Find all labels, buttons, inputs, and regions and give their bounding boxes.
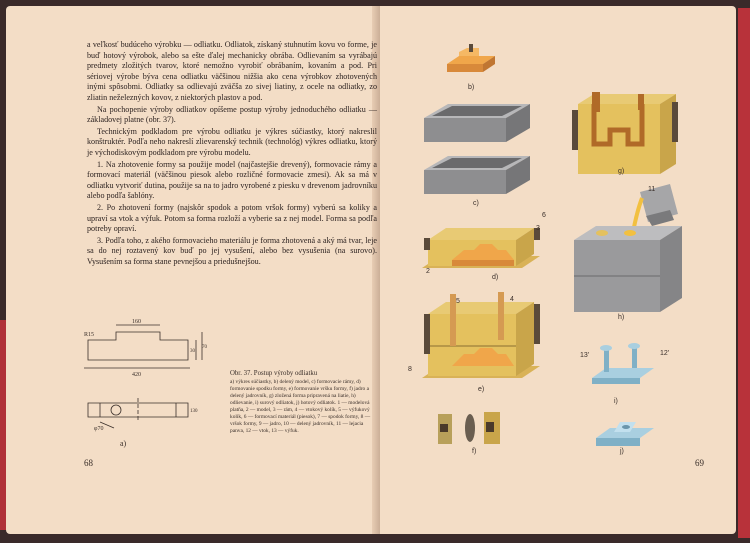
dim-label: 30	[190, 349, 195, 354]
label-h: h)	[618, 314, 625, 321]
label-n12: 12'	[660, 350, 670, 357]
label-n4: 4	[510, 296, 514, 303]
page-number-right: 69	[695, 458, 704, 468]
top-mold-illustration	[418, 290, 544, 390]
paragraph: 2. Po zhotovení formy (najskôr spodok a potom vršok formy) vyberú sa koliky a upraví sa vtok a výfuk. Potom sa forma rozloží a vyberie sa z nej model. Forma sa podľa potreby opraví.	[87, 202, 377, 234]
caption-title: Obr. 37. Postup výroby odliatku	[230, 370, 318, 377]
label-c: c)	[473, 200, 479, 207]
paragraph: a veľkosť budúceho výrobku — odliatku. Odliatok, získaný stuhnutím kovu vo forme, je buď hotový výrobok, alebo sa ešte ďalej mechanicky obrába. Odlievaním sa vyrábajú predmety zložitých tvarov, ktoré nemožno vyrobiť obrábaním, kovaním a pod. Pri sériovej výrobe býva cena odliatku väčšinou nižšia ako cena výrobkov zhotovených inými spôsobmi. Odliatky sa odlievajú zväčša zo sivej liatiny, z ocele na odliatky, zo zliatin neželezných kovov, z niektorých plastov a pod.	[87, 40, 377, 102]
caption-body: a) výkres súčiastky, b) delený model, c) formovacie rámy, d) formovanie spodku formy, e) formovanie vršku formy, f) jadro a delený jadrovník, g) zložená forma pripravená na liatie, h) odlievanie, i) surový odliatok, j) hotový odliatok. 1 — modelová platňa, 2 — model, 3 — rám, 4 — vtokový kolík, 5 — výfukový kolík, 6 — formovací materiál (piesok), 7 — spodok formy, 8 — vršok formy, 9 — jadro, 10 — delený jadrovník, 11 — lejacia panva, 12 — vtok, 13 — výfuk.	[230, 379, 371, 434]
paragraph: 1. Na zhotovenie formy sa použije model (najčastejšie drevený), formovacie rámy a formovací materiál (väčšinou piesok alebo rozličné formovacie zmesi). Ak sa má v odliatku vytvoriť dutina, použije sa na to jadro vyrobené z piesku v drevenom jadrovníku alebo podľa šablóny.	[87, 159, 377, 201]
paragraph: Na pochopenie výroby odliatkov opíšeme postup výroby jednoduchého odliatku — základovej platne (obr. 37).	[87, 104, 377, 125]
label-b: b)	[468, 84, 475, 91]
paragraph: Technickým podkladom pre výrobu odliatku je výkres súčiastky, ktorý nakreslil konštruktér. Podľa neho nakreslí zlievarenský technik (technológ) výkres odliatku, ktorý je východiskovým podkladom pre výrobu modelu.	[87, 126, 377, 157]
page-number-left: 68	[84, 458, 93, 468]
technical-drawing	[78, 318, 208, 448]
dim-label: 160	[132, 319, 141, 325]
dim-label: R15	[84, 332, 95, 338]
bottom-mold-illustration	[418, 210, 544, 280]
dim-label: φ70	[94, 426, 104, 432]
split-model-illustration	[443, 42, 503, 87]
label-e: e)	[478, 386, 485, 393]
label-i: i)	[614, 398, 618, 405]
raw-casting-illustration	[586, 342, 666, 392]
core-box-illustration	[434, 404, 514, 454]
dim-label: 420	[132, 372, 141, 378]
label-n11: 11	[648, 186, 656, 193]
label-d: d)	[492, 274, 499, 281]
left-page-text	[87, 40, 377, 268]
cover-edge-right	[738, 8, 750, 538]
label-f: f)	[472, 448, 477, 455]
label-n6: 6	[542, 212, 546, 219]
finished-casting-illustration	[592, 410, 662, 450]
dim-label: 70	[202, 345, 207, 350]
paragraph: 3. Podľa toho, z akého formovacieho materiálu je forma zhotovená a aký má tvar, leje sa do nej roztavený kov buď po jej vysušení, alebo bez vysušenia (na surovo). Vysušením sa forma stane pevnejšou a priedušnejšou.	[87, 235, 377, 266]
label-n3: 3	[536, 225, 540, 232]
dim-label: 130	[190, 409, 198, 414]
label-n7: 2	[426, 268, 430, 275]
label-n5: 5	[456, 298, 460, 305]
label-j: j)	[620, 448, 624, 455]
pouring-illustration	[566, 180, 694, 320]
label-n8: 8	[408, 366, 412, 373]
figure-caption	[230, 370, 375, 435]
label-g: g)	[618, 168, 625, 175]
figure-label: a)	[120, 439, 127, 448]
molding-frames-illustration	[418, 96, 536, 206]
label-n13: 13'	[580, 352, 590, 359]
